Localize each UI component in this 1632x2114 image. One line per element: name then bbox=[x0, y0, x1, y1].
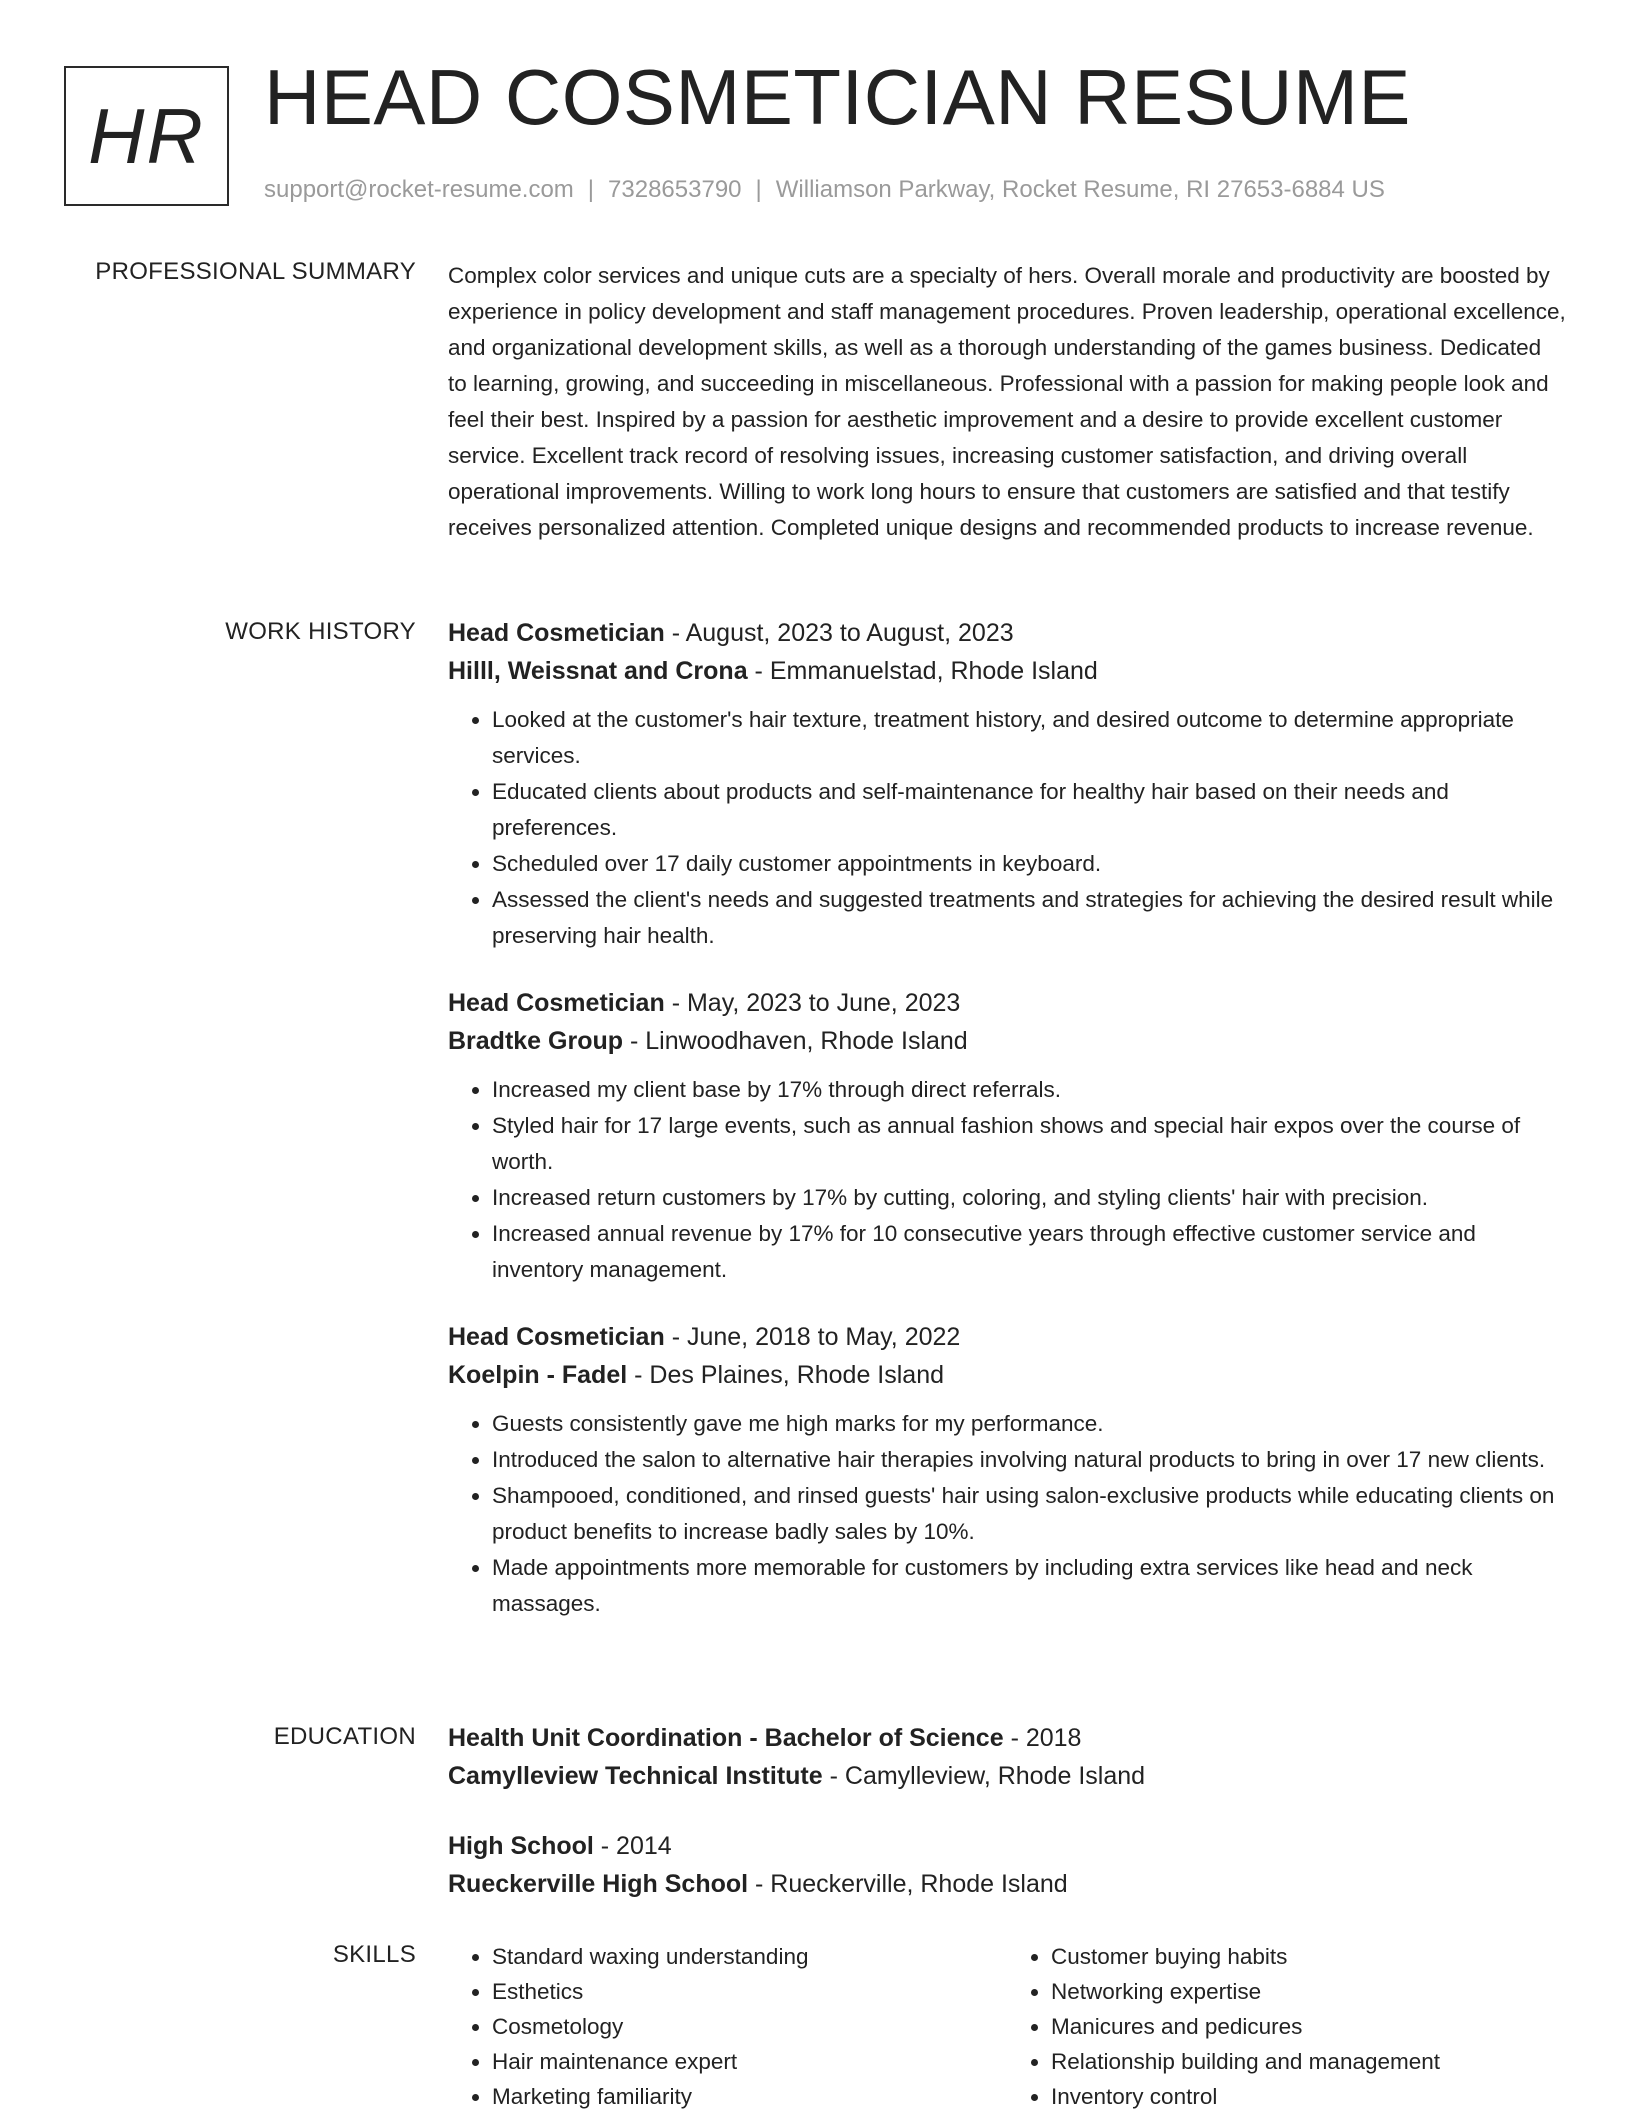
education-school-line bbox=[448, 1865, 1566, 1903]
job-bullet: • Scheduled over 17 daily customer appointments in keyboard. bbox=[492, 846, 1566, 882]
job-bullet: • Looked at the customer's hair texture, treatment history, and desired outcome to determine appropriate services. bbox=[492, 702, 1566, 774]
job-location: - Emmanuelstad, Rhode Island bbox=[747, 657, 1098, 685]
contact-separator: | bbox=[755, 176, 762, 203]
skill-item: • Hair maintenance expert bbox=[492, 2044, 1007, 2079]
summary-text: Complex color services and unique cuts are a specialty of hers. Overall morale and productivity are boosted by experience in policy development and staff management procedures. Proven leadership, operational excellence, and organizational development skills, as well as a thorough understanding of the games business. Dedicated to learning, growing, and succeeding in miscellaneous. Professional with a passion for making people look and feel their best. Inspired by a passion for aesthetic improvement and a desire to provide excellent customer service. Excellent track record of resolving issues, increasing customer satisfaction, and driving overall operational improvements. Willing to work long hours to ensure that customers are satisfied and that testify receives personalized attention. Completed unique designs and recommended products to increase revenue. bbox=[448, 263, 1566, 540]
education-school: Rueckerville High School bbox=[448, 1870, 749, 1898]
job-title: Head Cosmetician bbox=[448, 989, 665, 1017]
job-location: - Des Plaines, Rhode Island bbox=[627, 1361, 945, 1389]
job-bullets bbox=[448, 1072, 1566, 1288]
contact-separator: | bbox=[587, 176, 595, 203]
job-title-line bbox=[448, 1318, 1566, 1356]
work-history-heading: WORK HISTORY bbox=[225, 618, 416, 645]
skill-item: • Relationship building and management bbox=[1051, 2044, 1566, 2079]
contact-address: Williamson Parkway, Rocket Resume, RI 27653-6884 US bbox=[775, 176, 1385, 203]
education-degree: High School bbox=[448, 1832, 594, 1860]
skill-item: • Networking expertise bbox=[1051, 1974, 1566, 2009]
job-title-line bbox=[448, 984, 1566, 1022]
job-entry bbox=[448, 614, 1566, 954]
job-entry bbox=[448, 1318, 1566, 1622]
job-bullet: • Assessed the client's needs and suggested treatments and strategies for achieving the desired result while preserving hair health. bbox=[492, 882, 1566, 954]
job-company: Hilll, Weissnat and Crona bbox=[448, 657, 748, 685]
contact-phone: 7328653790 bbox=[608, 176, 742, 203]
skill-item: • Customer buying habits bbox=[1051, 1939, 1566, 1974]
job-bullet: • Shampooed, conditioned, and rinsed guests' hair using salon-exclusive products while educating clients on product benefits to increase badly sales by 10%. bbox=[492, 1478, 1566, 1550]
job-entry bbox=[448, 984, 1566, 1288]
job-location: - Linwoodhaven, Rhode Island bbox=[623, 1027, 968, 1055]
job-bullets bbox=[448, 1406, 1566, 1622]
skills-right-column bbox=[1007, 1939, 1566, 2114]
job-title-line bbox=[448, 614, 1566, 652]
job-bullet: • Increased annual revenue by 17% for 10 consecutive years through effective customer service and inventory management. bbox=[492, 1216, 1566, 1288]
education-list bbox=[448, 1719, 1566, 1935]
education-degree: Health Unit Coordination - Bachelor of Science bbox=[448, 1724, 1004, 1752]
job-bullet: • Introduced the salon to alternative hair therapies involving natural products to bring in over 17 new clients. bbox=[492, 1442, 1566, 1478]
job-dates: - August, 2023 to August, 2023 bbox=[664, 619, 1014, 647]
job-bullet: • Increased return customers by 17% by cutting, coloring, and styling clients' hair with precision. bbox=[492, 1180, 1566, 1216]
job-title: Head Cosmetician bbox=[448, 619, 665, 647]
monogram-initials: HR bbox=[88, 91, 205, 180]
education-entry bbox=[448, 1719, 1566, 1795]
education-location: - Camylleview, Rhode Island bbox=[822, 1762, 1146, 1790]
education-location: - Rueckerville, Rhode Island bbox=[748, 1870, 1068, 1898]
job-company-line bbox=[448, 1022, 1566, 1060]
job-company-line bbox=[448, 1356, 1566, 1394]
skill-item: • Standard waxing understanding bbox=[492, 1939, 1007, 1974]
skill-item: • Cosmetology bbox=[492, 2009, 1007, 2044]
education-school-line bbox=[448, 1757, 1566, 1795]
skill-item: • Inventory control bbox=[1051, 2079, 1566, 2114]
job-bullet: • Guests consistently gave me high marks for my performance. bbox=[492, 1406, 1566, 1442]
skills-left-column bbox=[448, 1939, 1007, 2114]
job-bullet: • Made appointments more memorable for customers by including extra services like head and neck massages. bbox=[492, 1550, 1566, 1622]
skills-columns bbox=[448, 1939, 1566, 2114]
job-bullet: • Educated clients about products and self-maintenance for healthy hair based on their needs and preferences. bbox=[492, 774, 1566, 846]
resume-title: HEAD COSMETICIAN RESUME bbox=[264, 53, 1411, 141]
job-list bbox=[448, 614, 1566, 1652]
education-degree-line bbox=[448, 1827, 1566, 1865]
skill-item: • Manicures and pedicures bbox=[1051, 2009, 1566, 2044]
job-company-line bbox=[448, 652, 1566, 690]
education-year: - 2014 bbox=[593, 1832, 672, 1860]
education-year: - 2018 bbox=[1003, 1724, 1082, 1752]
summary-heading: PROFESSIONAL SUMMARY bbox=[95, 258, 416, 285]
job-dates: - June, 2018 to May, 2022 bbox=[664, 1323, 961, 1351]
job-bullets bbox=[448, 702, 1566, 954]
skills-heading: SKILLS bbox=[332, 1941, 416, 1968]
education-heading: EDUCATION bbox=[273, 1723, 416, 1750]
contact-email: support@rocket-resume.com bbox=[264, 176, 574, 203]
job-dates: - May, 2023 to June, 2023 bbox=[664, 989, 961, 1017]
job-title: Head Cosmetician bbox=[448, 1323, 665, 1351]
skill-item: • Esthetics bbox=[492, 1974, 1007, 2009]
education-degree-line bbox=[448, 1719, 1566, 1757]
job-bullet: • Increased my client base by 17% through direct referrals. bbox=[492, 1072, 1566, 1108]
job-bullet: • Styled hair for 17 large events, such as annual fashion shows and special hair expos over the course of worth. bbox=[492, 1108, 1566, 1180]
job-company: Koelpin - Fadel bbox=[448, 1361, 628, 1389]
education-school: Camylleview Technical Institute bbox=[448, 1762, 823, 1790]
job-company: Bradtke Group bbox=[448, 1027, 624, 1055]
skill-item: • Marketing familiarity bbox=[492, 2079, 1007, 2114]
contact-line bbox=[264, 176, 1385, 204]
education-entry bbox=[448, 1827, 1566, 1903]
monogram-logo bbox=[64, 66, 229, 206]
